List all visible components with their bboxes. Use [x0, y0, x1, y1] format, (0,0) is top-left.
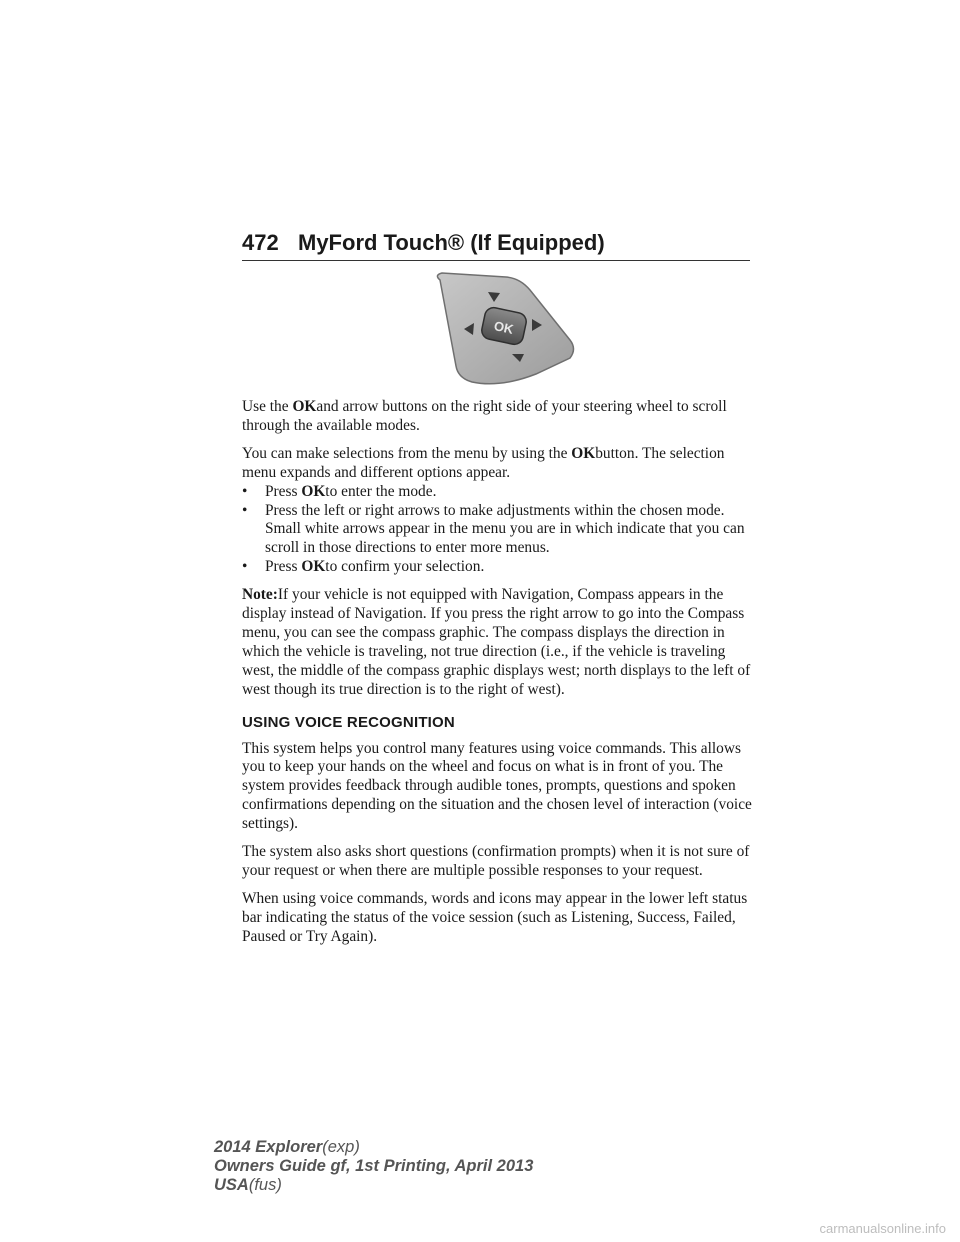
bold-term: OK — [292, 398, 317, 415]
text-run: and arrow buttons on the right side of your steering wheel to scroll through the available modes. — [242, 398, 727, 434]
text-run: button. The selection menu expands and different options appear. — [242, 444, 725, 481]
paragraph-confirmation-prompts: The system also asks short questions (confirmation prompts) when it is not sure of your request or when there are multiple possible responses to your request. — [242, 843, 750, 879]
footer-line — [214, 1176, 533, 1195]
paragraph-ok-arrow-buttons — [242, 398, 752, 436]
list-item — [242, 483, 752, 502]
text-run: Press — [265, 482, 302, 500]
text-run: Press the left or right arrows to make adjustments within the chosen mode. Small white arrows appear in the menu you are in which indicate that you can scroll in those directions to enter more menus. — [265, 501, 745, 557]
note-label: Note: — [242, 586, 278, 604]
steering-wheel-controls-figure — [428, 272, 578, 387]
bullet: • — [242, 501, 248, 519]
text-run: to confirm your selection. — [325, 558, 485, 576]
text-run: to enter the mode. — [325, 482, 437, 500]
footer-code: (exp) — [322, 1138, 360, 1156]
bold-term: OK — [301, 482, 326, 500]
footer-line — [214, 1138, 533, 1157]
text-run: Use the — [242, 398, 293, 415]
note-paragraph — [242, 586, 752, 699]
footer-edition: Owners Guide gf, 1st Printing, April 2013 — [214, 1157, 534, 1175]
list-item — [242, 558, 752, 577]
page-header — [242, 226, 750, 261]
note-text: If your vehicle is not equipped with Navigation, Compass appears in the display instead of Navigation. If you press the right arrow to go into the Compass menu, you can see the compass graphic. The compass displays the direction in which the vehicle is traveling, not true direction (i.e., if the vehicle is traveling west, the middle of the compass graphic displays west; north displays to the left of west though its true direction is to the right of west). — [242, 586, 751, 698]
bold-term: OK — [571, 444, 596, 462]
ok-button-label: OK — [492, 318, 515, 337]
footer-market: USA — [214, 1176, 249, 1194]
paragraph-voice-intro: This system helps you control many features using voice commands. This allows you to keep your hands on the wheel and focus on what is in front of you. The system provides feedback through audible tones, prompts, questions and spoken confirmations depending on the situation and the chosen level of interaction (voice settings). — [242, 739, 752, 833]
watermark: carmanualsonline.info — [819, 1221, 946, 1236]
page-footer — [214, 1138, 533, 1195]
text-run: Press — [265, 558, 302, 576]
paragraph-making-selections — [242, 445, 752, 483]
footer-model: 2014 Explorer — [214, 1138, 323, 1156]
bold-term: OK — [301, 558, 326, 576]
bullet: • — [242, 482, 248, 500]
bullet: • — [242, 558, 248, 576]
footer-line — [214, 1157, 533, 1176]
page-body — [242, 398, 752, 956]
text-run: You can make selections from the menu by using the — [242, 444, 572, 462]
footer-code: (fus) — [248, 1176, 282, 1194]
selection-steps-list — [242, 483, 752, 578]
section-heading: USING VOICE RECOGNITION — [242, 713, 455, 731]
paragraph-status-bar: When using voice commands, words and icons may appear in the lower left status bar indicating the status of the voice session (such as Listening, Success, Failed, Paused or Try Again). — [242, 889, 748, 945]
page-number: 472 — [242, 230, 279, 255]
list-item — [242, 502, 752, 559]
chapter-title: MyFord Touch® (If Equipped) — [298, 230, 605, 255]
steering-wheel-ok-arrow-buttons-icon — [428, 272, 578, 387]
